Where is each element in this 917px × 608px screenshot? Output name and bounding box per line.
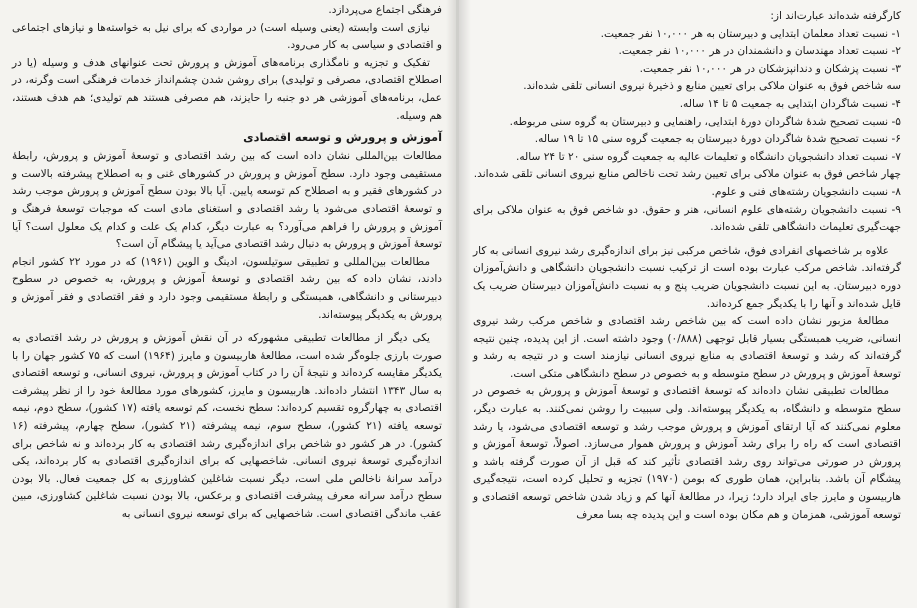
section-heading: آموزش و پرورش و توسعه اقتصادی (243, 130, 442, 145)
left-page (0, 0, 456, 608)
list-item: ۱- نسبت تعداد معلمان ابتدایی و دبیرستان به هر ۱۰,۰۰۰ نفر جمعیت. (600, 27, 901, 40)
right-paragraph-3: مطالعات تطبیقی نشان داده‌اند که توسعهٔ اقتصادی و توسعهٔ آموزش و پرورش به خصوص در سطح متوسطه و دانشگاه، به یکدیگر پیوسته‌اند. ولی سببیت را روشن نمی‌کنند. به عبارت دیگر، معلوم نمی‌کنند که آیا ارتقای آموزش و پرورش موجب رشد و توسعه اقتصادی می‌شود، یا رشد اقتصادی است که راه را برای رشد آموزش و پرورش هموار می‌سازد. اصولاً، توسعهٔ آموزش و پرورش در صورتی می‌تواند روی رشد اقتصادی تأثیر کند که قبل از آن صورت گرفته باشد و پیشگام آن باشد. بنابراین، همان طوری که بومن (۱۹۷۰) تجزیه و تحلیل کرده است، نتیجه‌گیری هاربیسون و مایرز جای ایراد دارد؛ زیرا، در مطالعهٔ آنها کم و زیاد شدن شاخص توسعه اقتصادی و توسعه آموزشی، همزمان و هم مکان بوده است و این پدیده چه بسا معرف (473, 385, 902, 521)
left-paragraph-1: فرهنگی اجتماع می‌پردازد. (328, 4, 442, 16)
section-paragraph-1: مطالعات بین‌المللی نشان داده است که بین رشد اقتصادی و توسعهٔ آموزش و پرورش، رابطهٔ مستقیمی وجود دارد. سطح آموزش و پرورش در کشورهای غنی و به اصطلاح پیشرفته بالاست و در کشورهای فقیر و به اصطلاح کم توسعه پایین. آیا بالا بودن سطح آموزش و پرورش موجب رشد و توسعهٔ اقتصادی می‌شود یا رشد اقتصادی و استغنای مادی است که موجبات توسعهٔ فرهنگ و آموزش و پرورش را فراهم می‌آورد؟ به عبارت دیگر، کدام یک علت و کدام یک معلول است؟ آیا توسعهٔ آموزش و پرورش به دنبال رشد اقتصادی می‌آید یا پیشگام آن است؟ (12, 150, 442, 251)
right-page (459, 0, 917, 608)
right-page-text (473, 8, 901, 524)
left-paragraph-3: تفکیک و تجزیه و نامگذاری برنامه‌های آموزش و پرورش تحت عنوانهای هدف و وسیله (یا در اصطلاح اقتصادی، مصرفی و تولیدی) برای روشن شدن چشم‌انداز خدمات فرهنگی است وگرنه، در عمل، برنامه‌های آموزشی هر دو جنبه را حایزند، هم مصرفی هستند هم تولیدی؛ هم هدف هستند، هم وسیله. (12, 56, 442, 122)
list-item: ۸- نسبت دانشجویان رشته‌های فنی و علوم. (711, 185, 901, 198)
right-paragraph-1: علاوه بر شاخصهای انفرادی فوق، شاخص مرکبی نیز برای اندازه‌گیری رشد نیروی انسانی به کار گرفته‌اند. شاخص مرکب عبارت بوده است از ترکیب نسبت دانشجویان دانشگاهی و دانش‌آموزان دوره دبیرستان. به این نسبت دانشجویان ضریب پنج و به نسبت دانش‌آموزان دبیرستان ضریب یک قایل شده‌اند و آنها را با یکدیگر جمع کرده‌اند. (473, 244, 901, 310)
list-item: ۴- نسبت شاگردان ابتدایی به جمعیت ۵ تا ۱۴ ساله. (679, 97, 901, 110)
list-item: ۳- نسبت پزشکان و دندانپزشکان در هر ۱۰,۰۰۰ نفر جمعیت. (639, 62, 901, 75)
left-page-text (12, 2, 442, 524)
list-item: ۲- نسبت تعداد مهندسان و دانشمندان در هر ۱۰,۰۰۰ نفر جمعیت. (618, 45, 901, 58)
section-paragraph-2: مطالعات بین‌المللی و تطبیقی سوتیلسون، ادینگ و الوین (۱۹۶۱) که در مورد ۲۲ کشور انجام دادند، نشان داده که بین رشد اقتصادی و توسعهٔ آموزش و پرورش، به خصوص در سطوح دبیرستانی و دانشگاهی، همبستگی و رابطهٔ مستقیمی وجود دارد و فقر اقتصادی و فقر آموزش و پرورش به یکدیگر پیوسته‌اند. (12, 255, 442, 321)
list-item: ۵- نسبت تصحیح شدهٔ شاگردان دورهٔ ابتدایی، راهنمایی و دبیرستان به گروه سنی مربوطه. (509, 115, 901, 128)
list-item: ۹- نسبت دانشجویان رشته‌های علوم انسانی، هنر و حقوق. دو شاخص فوق به عنوان ملاکی برای جهت‌گیری تعلیمات دانشگاهی تلقی شده‌اند. (473, 203, 901, 234)
right-paragraph-2: مطالعهٔ مزبور نشان داده است که بین شاخص رشد اقتصادی و شاخص مرکب رشد نیروی انسانی، ضریب همبستگی بسیار قابل توجهی (۰/۸۸۸) وجود داشته است. از این پدیده، چنین نتیجه گرفته‌اند که رشد و توسعهٔ اقتصادی به منابع نیروی انسانی نیازمند است و در نتیجه به رشد و توسعهٔ آموزش و پرورش در سطح متوسطه و به خصوص در سطح دانشگاهی متکی است. (473, 315, 901, 380)
right-intro: کارگرفته شده‌اند عبارت‌اند از: (770, 10, 901, 22)
list-item: سه شاخص فوق به عنوان ملاکی برای تعیین منابع و ذخیرهٔ نیروی انسانی تلقی شده‌اند. (523, 80, 901, 93)
indicator-list (473, 26, 901, 237)
list-item: چهار شاخص فوق به عنوان ملاکی برای تعیین رشد تحت ناخالص منابع نیروی انسانی تلقی شده‌اند. (473, 168, 901, 181)
left-paragraph-2: نیازی است وابسته (یعنی وسیله است) در مواردی که برای نیل به خواسته‌ها و نیازهای اجتماعی و اقتصادی و سیاسی به کار می‌رود. (12, 21, 442, 52)
list-item: ۷- نسبت تعداد دانشجویان دانشگاه و تعلیمات عالیه به جمعیت گروه سنی ۲۰ تا ۲۴ ساله. (515, 150, 901, 163)
list-item: ۶- نسبت تصحیح شدهٔ شاگردان دورهٔ دبیرستان به جمعیت گروه سنی ۱۵ تا ۱۹ ساله. (534, 133, 901, 146)
section-paragraph-3: یکی دیگر از مطالعات تطبیقی مشهورکه در آن نقش آموزش و پرورش در رشد اقتصادی به صورت بارزی جلوه‌گر شده است، مطالعهٔ هاربیسون و مایرز (۱۹۶۴) است که ۷۵ کشور جهان را با یکدیگر مقایسه کرده‌اند و نتیجهٔ آن را در کتاب آموزش و پرورش، نیروی انسانی، و توسعه اقتصادی به سال ۱۳۴۳ انتشار داده‌اند. هاربیسون و مایرز، کشورهای مورد مطالعهٔ خود را از نظر پیشرفت اقتصادی به چهارگروه تقسیم کرده‌اند: سطح نخست، کم توسعه یافته (۱۷ کشور)، سطح دوم، نیمه توسعه یافته (۲۱ کشور)، سطح سوم، نیمه پیشرفته (۲۱ کشور)، سطح چهارم، پیشرفته (۱۶ کشور). در هر کشور دو شاخص برای اندازه‌گیری رشد اقتصادی به کار برده‌اند و نه شاخص برای اندازه‌گیری توسعهٔ نیروی انسانی. شاخصهایی که برای اندازه‌گیری اقتصادی به کار برده‌اند، یکی درآمد سرانهٔ ناخالص ملی است، دیگر نسبت شاغلین کشاورزی به کل جمعیت فعال. بالا بودن سطح درآمد سرانه معرف پیشرفت اقتصادی و برعکس، بالا بودن نسبت شاغلین کشاورزی، مبین عقب ماندگی اقتصادی است. شاخصهایی که برای توسعه نیروی انسانی به (12, 332, 443, 521)
